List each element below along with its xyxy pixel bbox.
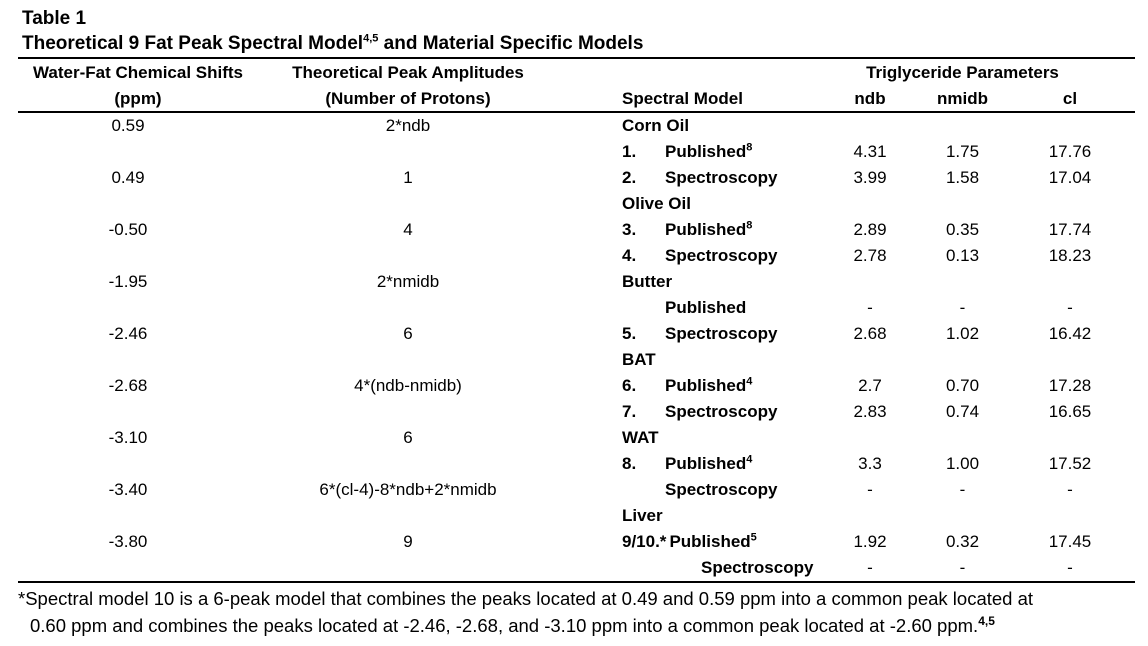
ndb-value-cell: - bbox=[867, 298, 873, 317]
spectral-model-cell bbox=[558, 503, 820, 529]
chemical-shift-cell bbox=[18, 399, 258, 425]
header-ppm-units: (ppm) bbox=[114, 89, 162, 108]
model-label: Spectroscopy bbox=[665, 324, 778, 343]
ndb-value-cell: 4.31 bbox=[853, 142, 887, 161]
spectral-model-cell bbox=[558, 191, 820, 217]
model-citation-superscript: 5 bbox=[750, 531, 757, 544]
chemical-shift-cell bbox=[18, 295, 258, 321]
peak-amplitude-cell: 4 bbox=[403, 220, 413, 239]
table-row bbox=[18, 555, 1135, 581]
peak-amplitude-cell: 6 bbox=[403, 428, 413, 447]
ndb-value-cell bbox=[820, 113, 920, 139]
ndb-value-cell: 2.78 bbox=[853, 246, 887, 265]
peak-amplitude-cell bbox=[258, 399, 558, 425]
spectral-model-cell bbox=[558, 165, 820, 191]
cl-value-cell bbox=[1005, 425, 1135, 451]
peak-amplitude-cell bbox=[258, 191, 558, 217]
material-heading: Olive Oil bbox=[622, 194, 691, 213]
cl-value-cell: 17.76 bbox=[1048, 142, 1092, 161]
material-heading: Butter bbox=[622, 272, 673, 291]
spectral-model-cell bbox=[558, 217, 820, 243]
chemical-shift-cell bbox=[18, 451, 258, 477]
footnote-line-1: *Spectral model 10 is a 6-peak model that combines the peaks located at 0.49 and 0.59 ppm into a common peak located at bbox=[18, 588, 1034, 609]
cl-value-cell: - bbox=[1067, 480, 1073, 499]
nmidb-value-cell bbox=[920, 191, 1005, 217]
model-citation-superscript: 8 bbox=[746, 141, 753, 154]
header-spectral-model: Spectral Model bbox=[622, 89, 743, 108]
cl-value-cell: 17.52 bbox=[1048, 454, 1092, 473]
nmidb-value-cell bbox=[920, 347, 1005, 373]
nmidb-value-cell: 0.32 bbox=[945, 532, 980, 551]
spectral-model-cell bbox=[558, 399, 820, 425]
footnote-line-2-text: 0.60 ppm and combines the peaks located at -2.46, -2.68, and -3.10 ppm into a common peak located at -2.60 ppm. bbox=[30, 615, 979, 636]
header-row-2 bbox=[18, 86, 1135, 111]
spectral-model-cell bbox=[558, 269, 820, 295]
table-row bbox=[18, 399, 1135, 425]
ndb-value-cell: 3.99 bbox=[853, 168, 887, 187]
model-number: 1. bbox=[622, 142, 637, 161]
model-label: Published$^5$ bbox=[669, 531, 757, 551]
table-row bbox=[18, 243, 1135, 269]
spectral-model-cell bbox=[558, 555, 820, 581]
model-number: 2. bbox=[622, 168, 637, 187]
material-heading: Corn Oil bbox=[622, 116, 690, 135]
model-number: 7. bbox=[622, 402, 637, 421]
ndb-value-cell: 2.83 bbox=[853, 402, 887, 421]
model-citation-superscript: 4 bbox=[746, 453, 753, 466]
table-body bbox=[18, 113, 1135, 581]
ndb-value-cell bbox=[820, 347, 920, 373]
model-label: Spectroscopy bbox=[665, 168, 778, 187]
header-triglyceride-parameters: Triglyceride Parameters bbox=[866, 63, 1059, 82]
table-caption bbox=[22, 31, 643, 57]
model-number: 9/10.* bbox=[622, 532, 667, 551]
spectral-model-cell bbox=[558, 373, 820, 399]
spectral-model-cell bbox=[558, 113, 820, 139]
table-row bbox=[18, 113, 1135, 139]
cl-value-cell: 16.65 bbox=[1048, 402, 1092, 421]
peak-amplitude-cell: 6 bbox=[403, 324, 413, 343]
model-label: Spectroscopy bbox=[665, 402, 778, 421]
chemical-shift-cell: 0.49 bbox=[111, 168, 145, 187]
ndb-value-cell: 2.89 bbox=[853, 220, 887, 239]
chemical-shift-cell bbox=[18, 555, 258, 581]
model-citation-superscript: 4 bbox=[746, 375, 753, 388]
ndb-value-cell bbox=[820, 503, 920, 529]
model-number: 5. bbox=[622, 324, 637, 343]
cl-value-cell bbox=[1005, 191, 1135, 217]
nmidb-value-cell: 1.00 bbox=[945, 454, 980, 473]
chemical-shift-cell: -1.95 bbox=[108, 272, 148, 291]
spectral-model-cell bbox=[558, 243, 820, 269]
cl-value-cell bbox=[1005, 503, 1135, 529]
table-row bbox=[18, 425, 1135, 451]
table-row bbox=[18, 477, 1135, 503]
nmidb-value-cell: 1.02 bbox=[945, 324, 980, 343]
chemical-shift-cell: -3.80 bbox=[108, 532, 148, 551]
cl-value-cell: 17.04 bbox=[1048, 168, 1092, 187]
peak-amplitude-cell: 4*(ndb-nmidb) bbox=[354, 376, 462, 395]
model-number: 8. bbox=[622, 454, 637, 473]
cl-value-cell: 17.28 bbox=[1048, 376, 1092, 395]
peak-amplitude-cell bbox=[258, 139, 558, 165]
header-chemical-shifts: Water-Fat Chemical Shifts bbox=[32, 63, 244, 82]
model-number: 6. bbox=[622, 376, 637, 395]
header-row-1 bbox=[18, 60, 1135, 86]
nmidb-value-cell bbox=[920, 113, 1005, 139]
nmidb-value-cell: 1.75 bbox=[945, 142, 980, 161]
chemical-shift-cell bbox=[18, 139, 258, 165]
ndb-value-cell: 2.68 bbox=[853, 324, 887, 343]
ndb-value-cell bbox=[820, 425, 920, 451]
chemical-shift-cell: -3.40 bbox=[108, 480, 148, 499]
caption-citation-superscript: 4,5 bbox=[363, 32, 379, 45]
nmidb-value-cell bbox=[920, 503, 1005, 529]
nmidb-value-cell bbox=[920, 425, 1005, 451]
model-label: Spectroscopy bbox=[701, 558, 814, 577]
table-row bbox=[18, 503, 1135, 529]
chemical-shift-cell bbox=[18, 191, 258, 217]
table-row bbox=[18, 191, 1135, 217]
nmidb-value-cell: 0.74 bbox=[945, 402, 980, 421]
ndb-value-cell: - bbox=[867, 558, 873, 577]
spectral-model-cell bbox=[558, 477, 820, 503]
table-row bbox=[18, 373, 1135, 399]
peak-amplitude-cell bbox=[258, 347, 558, 373]
table-row bbox=[18, 217, 1135, 243]
caption-text: Theoretical 9 Fat Peak Spectral Model bbox=[22, 33, 364, 54]
table-row bbox=[18, 451, 1135, 477]
spectral-model-cell bbox=[558, 321, 820, 347]
table-row bbox=[18, 321, 1135, 347]
cl-value-cell: - bbox=[1067, 298, 1073, 317]
model-label: Published$^8$ bbox=[665, 219, 753, 239]
top-rule bbox=[18, 57, 1135, 59]
table-footnote bbox=[18, 585, 1143, 639]
nmidb-value-cell: 0.13 bbox=[945, 246, 980, 265]
table-row bbox=[18, 347, 1135, 373]
cl-value-cell: 17.45 bbox=[1048, 532, 1092, 551]
nmidb-value-cell bbox=[920, 269, 1005, 295]
peak-amplitude-cell bbox=[258, 555, 558, 581]
caption-text-suffix: and Material Specific Models bbox=[378, 33, 644, 54]
spectral-model-cell bbox=[558, 529, 820, 555]
cl-value-cell: - bbox=[1067, 558, 1073, 577]
chemical-shift-cell: -0.50 bbox=[108, 220, 148, 239]
chemical-shift-cell: -2.46 bbox=[108, 324, 148, 343]
header-cl: cl bbox=[1062, 89, 1078, 108]
material-heading: BAT bbox=[622, 350, 656, 369]
cl-value-cell bbox=[1005, 269, 1135, 295]
ndb-value-cell: 1.92 bbox=[853, 532, 887, 551]
model-label: Published$^8$ bbox=[665, 141, 753, 161]
table-row bbox=[18, 529, 1135, 555]
chemical-shift-cell bbox=[18, 347, 258, 373]
nmidb-value-cell: - bbox=[959, 298, 966, 317]
model-citation-superscript: 8 bbox=[746, 219, 753, 232]
material-heading: WAT bbox=[622, 428, 659, 447]
footnote-citation-superscript: 4,5 bbox=[978, 613, 995, 628]
spectral-model-cell bbox=[558, 139, 820, 165]
model-label: Published bbox=[665, 298, 747, 317]
table-row bbox=[18, 165, 1135, 191]
ndb-value-cell: 2.7 bbox=[858, 376, 882, 395]
header-ndb: ndb bbox=[854, 89, 886, 108]
bottom-rule bbox=[18, 581, 1135, 583]
spectral-model-cell bbox=[558, 451, 820, 477]
header-peak-amplitudes: Theoretical Peak Amplitudes bbox=[292, 63, 524, 82]
nmidb-value-cell: 0.35 bbox=[945, 220, 980, 239]
nmidb-value-cell: - bbox=[959, 480, 966, 499]
cl-value-cell: 17.74 bbox=[1048, 220, 1092, 239]
model-label: Published$^4$ bbox=[665, 453, 753, 473]
nmidb-value-cell: 1.58 bbox=[945, 168, 980, 187]
nmidb-value-cell: - bbox=[959, 558, 966, 577]
material-heading: Liver bbox=[622, 506, 663, 525]
spectral-model-cell bbox=[558, 347, 820, 373]
chemical-shift-cell: -3.10 bbox=[108, 428, 148, 447]
model-label: Spectroscopy bbox=[665, 480, 778, 499]
header-number-of-protons: (Number of Protons) bbox=[325, 89, 491, 108]
table-number-title: Table 1 bbox=[22, 8, 87, 29]
ndb-value-cell: - bbox=[867, 480, 873, 499]
model-number: 4. bbox=[622, 246, 637, 265]
spectral-model-cell bbox=[558, 295, 820, 321]
cl-value-cell: 16.42 bbox=[1048, 324, 1092, 343]
nmidb-value-cell: 0.70 bbox=[945, 376, 980, 395]
table-row bbox=[18, 269, 1135, 295]
chemical-shift-cell: -2.68 bbox=[108, 376, 148, 395]
peak-amplitude-cell bbox=[258, 295, 558, 321]
cl-value-cell bbox=[1005, 113, 1135, 139]
header-nmidb: nmidb bbox=[937, 89, 988, 108]
table-row bbox=[18, 295, 1135, 321]
spectral-model-cell bbox=[558, 425, 820, 451]
ndb-value-cell bbox=[820, 269, 920, 295]
table-row bbox=[18, 139, 1135, 165]
peak-amplitude-cell bbox=[258, 451, 558, 477]
chemical-shift-cell bbox=[18, 243, 258, 269]
peak-amplitude-cell bbox=[258, 243, 558, 269]
ndb-value-cell bbox=[820, 191, 920, 217]
model-label: Published$^4$ bbox=[665, 375, 753, 395]
peak-amplitude-cell: 6*(cl-4)-8*ndb+2*nmidb bbox=[319, 480, 497, 499]
cl-value-cell bbox=[1005, 347, 1135, 373]
peak-amplitude-cell bbox=[258, 503, 558, 529]
peak-amplitude-cell: 1 bbox=[403, 168, 413, 187]
peak-amplitude-cell: 2*ndb bbox=[385, 116, 431, 135]
model-label: Spectroscopy bbox=[665, 246, 778, 265]
peak-amplitude-cell: 9 bbox=[403, 532, 413, 551]
model-number: 3. bbox=[622, 220, 637, 239]
peak-amplitude-cell: 2*nmidb bbox=[376, 272, 440, 291]
footnote-line-2 bbox=[18, 612, 1143, 639]
chemical-shift-cell: 0.59 bbox=[111, 116, 145, 135]
cl-value-cell: 18.23 bbox=[1048, 246, 1092, 265]
chemical-shift-cell bbox=[18, 503, 258, 529]
ndb-value-cell: 3.3 bbox=[858, 454, 882, 473]
header-spacer bbox=[558, 60, 820, 86]
